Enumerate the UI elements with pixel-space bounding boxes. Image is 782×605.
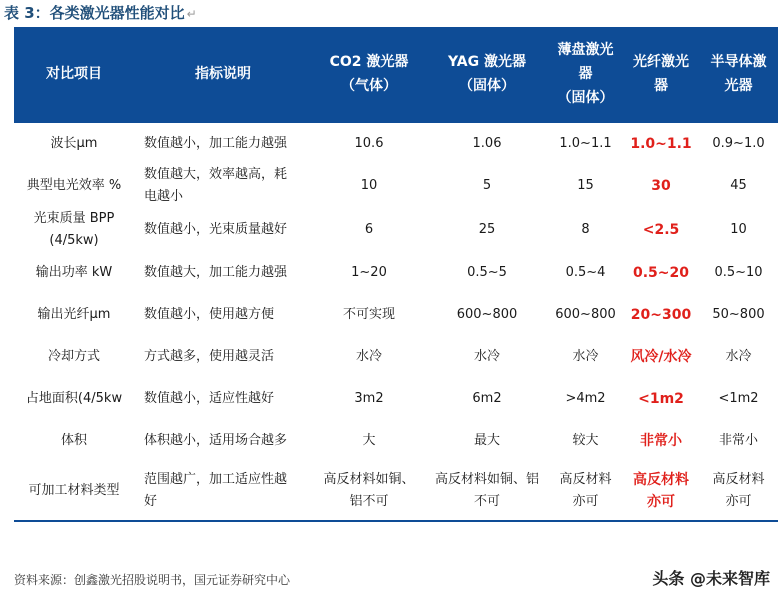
cell-item: 可加工材料类型 xyxy=(14,462,134,521)
cell-semi: 50~800 xyxy=(712,307,765,322)
table-row xyxy=(14,252,778,294)
cell-co2: 大 xyxy=(362,433,376,448)
cell-yag: 水冷 xyxy=(473,349,500,364)
source-note: 资料来源：创鑫激光招股说明书，国元证券研究中心 xyxy=(14,573,291,587)
cell-disk: 水冷 xyxy=(572,349,599,364)
cell-item: 体积 xyxy=(60,433,87,448)
table-row xyxy=(14,378,778,420)
cell-semi: 45 xyxy=(730,178,747,193)
header-fiber: 光纤激光 器 xyxy=(623,27,699,122)
cell-semi: 10 xyxy=(730,222,747,237)
cell-desc: 数值越小，适应性越好 xyxy=(144,391,275,406)
cell-disk: 15 xyxy=(577,178,594,193)
cell-fiber: 30 xyxy=(651,178,671,194)
header-yag: YAG 激光器 （固体） xyxy=(426,27,548,122)
table-header-row xyxy=(14,27,778,122)
table-row xyxy=(14,462,778,521)
cell-fiber: 20~300 xyxy=(630,307,692,323)
table-row xyxy=(14,122,778,164)
cell-disk: 8 xyxy=(581,222,590,237)
cell-item: 波长μm xyxy=(14,122,134,164)
cell-semi: 0.5~10 xyxy=(714,265,763,280)
cell-semi: 高反材料 亦可 xyxy=(699,462,778,521)
cell-co2: 1~20 xyxy=(351,265,387,280)
cell-co2: 10 xyxy=(360,178,378,193)
cell-yag: 6m2 xyxy=(472,391,502,406)
cell-item: 输出光纤μm xyxy=(37,307,111,322)
watermark: 头条 @未来智库 xyxy=(652,569,770,588)
cell-item: 光束质量 BPP (4/5kw) xyxy=(33,211,115,248)
cell-semi: 0.9~1.0 xyxy=(699,122,778,164)
cell-desc: 方式越多，使用越灵活 xyxy=(144,349,275,364)
cell-semi: 非常小 xyxy=(718,433,758,448)
cell-desc: 体积越小，适用场合越多 xyxy=(144,433,288,448)
header-co2: CO2 激光器 （气体） xyxy=(312,27,426,122)
table-title: 表 3：各类激光器性能对比 ↵ xyxy=(4,4,197,22)
cell-disk: 1.0~1.1 xyxy=(548,122,623,164)
cell-item: 典型电光效率 % xyxy=(26,178,122,193)
cell-desc: 数值越大，效率越高，耗 电越小 xyxy=(144,167,288,204)
cell-yag: 600~800 xyxy=(456,307,518,322)
cell-co2: 6 xyxy=(364,222,374,237)
cell-desc: 范围越广，加工适应性越 好 xyxy=(134,462,312,521)
cell-fiber: <1m2 xyxy=(638,391,684,407)
cell-fiber: 1.0~1.1 xyxy=(623,122,699,164)
cell-desc: 数值越大，加工能力越强 xyxy=(144,265,288,280)
table-row xyxy=(14,294,778,336)
header-semi: 半导体激 光器 xyxy=(699,27,778,122)
cell-co2: 不可实现 xyxy=(342,307,395,322)
cell-yag: 25 xyxy=(478,222,496,237)
cell-fiber: 高反材料 亦可 xyxy=(623,462,699,521)
cell-yag: 最大 xyxy=(473,433,500,448)
cell-yag: 高反材料如铜、铝 不可 xyxy=(426,462,548,521)
header-disk: 薄盘激光 器 （固体） xyxy=(548,27,623,122)
table-row xyxy=(14,420,778,462)
cell-fiber: <2.5 xyxy=(642,222,680,238)
table-row xyxy=(14,336,778,378)
cell-disk: 0.5~4 xyxy=(565,265,606,280)
cell-desc: 数值越小，光束质量越好 xyxy=(144,222,288,237)
cell-yag: 0.5~5 xyxy=(467,265,507,280)
cell-co2: 高反材料如铜、 铝不可 xyxy=(312,462,426,521)
cell-item: 冷却方式 xyxy=(47,349,100,364)
cell-item: 占地面积(4/5kw xyxy=(25,391,123,406)
cell-item: 输出功率 kW xyxy=(35,265,113,280)
cell-co2: 水冷 xyxy=(355,349,382,364)
cell-desc: 数值越小，使用越方便 xyxy=(144,307,275,322)
header-item: 对比项目 xyxy=(14,27,134,122)
cell-disk: 较大 xyxy=(572,433,599,448)
cell-semi: <1m2 xyxy=(718,391,759,406)
cell-yag: 5 xyxy=(482,178,492,193)
cell-desc: 数值越小，加工能力越强 xyxy=(134,122,312,164)
table-row xyxy=(14,208,778,252)
table-row xyxy=(14,164,778,208)
cell-co2: 3m2 xyxy=(354,391,384,406)
header-desc: 指标说明 xyxy=(134,27,312,122)
cell-disk: 高反材料 亦可 xyxy=(548,462,623,521)
cell-fiber: 非常小 xyxy=(640,433,682,449)
cell-semi: 水冷 xyxy=(725,349,752,364)
laser-comparison-table xyxy=(14,27,778,522)
cell-fiber: 0.5~20 xyxy=(632,265,689,281)
cell-disk: >4m2 xyxy=(565,391,606,406)
cell-co2: 10.6 xyxy=(312,122,426,164)
cell-fiber: 风冷/水冷 xyxy=(630,349,692,365)
cell-yag: 1.06 xyxy=(426,122,548,164)
cell-disk: 600~800 xyxy=(555,307,616,322)
